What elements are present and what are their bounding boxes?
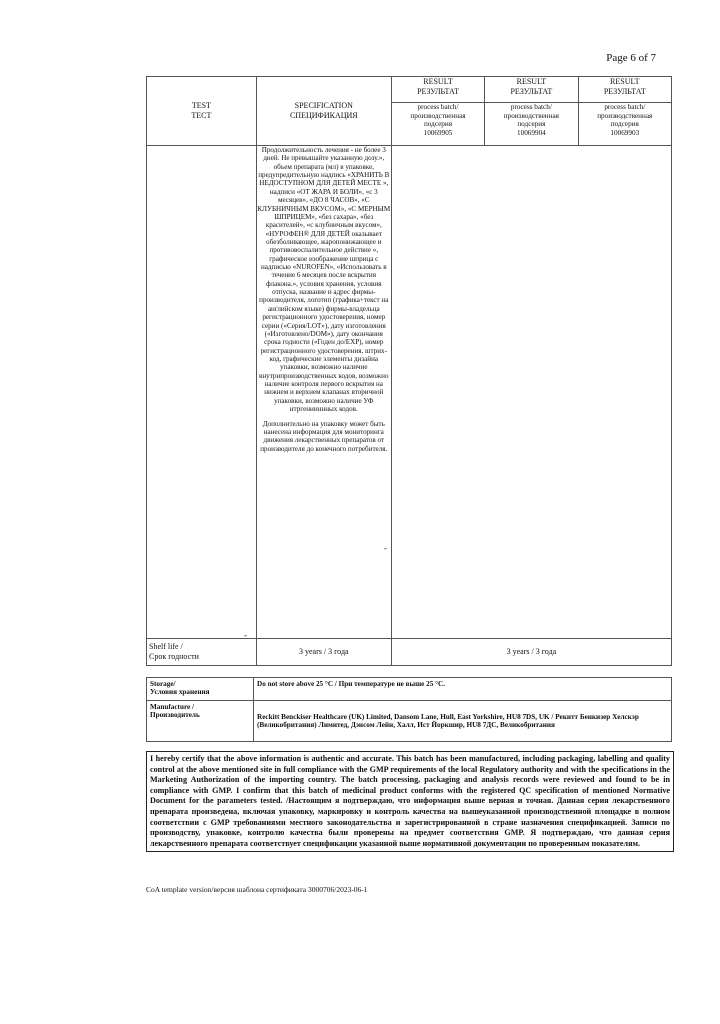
page-number: Page 6 of 7	[606, 52, 656, 64]
spec-paragraph: Продолжительность лечения - не более 3 дней. Не превышайте указанную дозу.», объем препарата (мл) в упаковке, предупредительную надпись «ХРАНИТЬ В НЕДОСТУПНОМ ДЛЯ ДЕТЕЙ МЕСТЕ », надписи «ОТ ЖАРА И БОЛИ», «с 3 месяцев», «ДО 8 ЧАСОВ», «С КЛУБНИЧНЫМ ВКУСОМ», «С МЕРНЫМ ШПРИЦЕМ», «без сахара», «без красителей», «с клубничным вкусом», «НУРОФЕН® ДЛЯ ДЕТЕЙ оказывает обезболивающее, жаропонижающее и противовоспалительное действие », графическое изображение шприца с надписью «NUROFEN», «Использовать в течение 6 месяцев после вскрытия флакона.», условия хранения, условия отпуска, название и адрес фирмы-производителя, логотип (графика+текст на английском языке) фирмы-владельца регистрационного удостоверения, номер серии («Серия/LOT»), дату изготовления («Изготовлено/DOM»), дату окончания срока годности («Годен до/EXP), номер регистрационного удостоверения, штрих-код, графические элементы дизайна упаковки, возможно наличие внутрипроизводственных кодов, возможно наличие контроля первого вскрытия на нижнем и верхнем клапанах вторичной упаковки, возможно наличие УФ нтргенииннных кодов.	[257, 146, 391, 414]
dash-mark: -	[244, 630, 247, 640]
batch-cell-1: process batch/ производственная подсерия 10069905	[391, 103, 484, 146]
batch-number: 10069905	[423, 129, 453, 138]
manufacturer-value: Reckitt Benckiser Healthcare (UK) Limited, Dansom Lane, Hull, East Yorkshire, HU8 7DS, UK / Рекитт Бенкизер Хелскэр (Великобритания) Лимитед, Дэнсом Лейн, Халл, Ист Йоркшир, HU8 7ДС, Великобритания	[254, 701, 672, 742]
results-table	[146, 76, 672, 666]
spec-paragraph: Дополнительно на упаковку может быть нанесена информация для мониторинга движения лекарственных препаратов от производителя до конечного потребителя.	[260, 419, 388, 453]
header-test: TEST ТЕСТ	[147, 77, 257, 146]
test-cell	[147, 146, 257, 639]
shelf-life-label: Shelf life / Срок годности	[147, 639, 257, 666]
template-version: CoA template version/версия шаблона сертификата 3000706/2023-06-1	[146, 885, 368, 894]
header-specification: SPECIFICATION СПЕЦИФИКАЦИЯ	[256, 77, 391, 146]
storage-value: Do not store above 25 °C / При температуре не выше 25 °C.	[254, 678, 672, 701]
certification-statement: I hereby certify that the above information is authentic and accurate. This batch has been manufactured, including packaging, labelling and quality control at the above mentioned site in full compliance with the GMP requirements of the local Regulatory authority and with the specifications in the Marketing Authorization of the importing country. The batch processing, packaging and analysis records were reviewed and found to be in compliance with GMP. I confirm that this batch of medicinal product conforms with the registered QC specification of mentioned Normative Document for the parameters tested. /Настоящим я подтверждаю, что информация выше верная и точная. Данная серия лекарственного препарата произведена, включая упаковку, маркировку и контроль качества на вышеуказанной производственной площадке в полном соответствии с GMP требованиями местного законодательства и зарегистрированной в стране назначения спецификацией. Записи по производству, упаковке, контролю качества были проверены на предмет соответствия GMP. Я подтверждаю, что данная серия лекарственного препарата соответствует спецификации указанной выше нормативной документации по проверенным показателям.	[146, 751, 674, 852]
shelf-life-specification: 3 years / 3 года	[256, 639, 391, 666]
storage-manufacturer-table	[146, 677, 672, 742]
header-result-1: RESULT РЕЗУЛЬТАТ	[391, 77, 484, 103]
specification-cell	[256, 146, 391, 639]
batch-number: 10069904	[517, 129, 546, 138]
storage-label: Storage/ Условия хранения	[147, 678, 254, 701]
header-result-3: RESULT РЕЗУЛЬТАТ	[578, 77, 671, 103]
shelf-life-result: 3 years / 3 года	[391, 639, 671, 666]
result-cell-merged	[391, 146, 671, 639]
manufacturer-label: Manufacture / Производитель	[147, 701, 254, 742]
header-result-2: RESULT РЕЗУЛЬТАТ	[485, 77, 578, 103]
batch-cell-3: process batch/ производственная подсерия 10069903	[578, 103, 671, 146]
dash-mark: -	[384, 543, 387, 553]
batch-cell-2: process batch/ производственная подсерия 10069904	[485, 103, 578, 146]
batch-number: 10069903	[610, 129, 640, 138]
